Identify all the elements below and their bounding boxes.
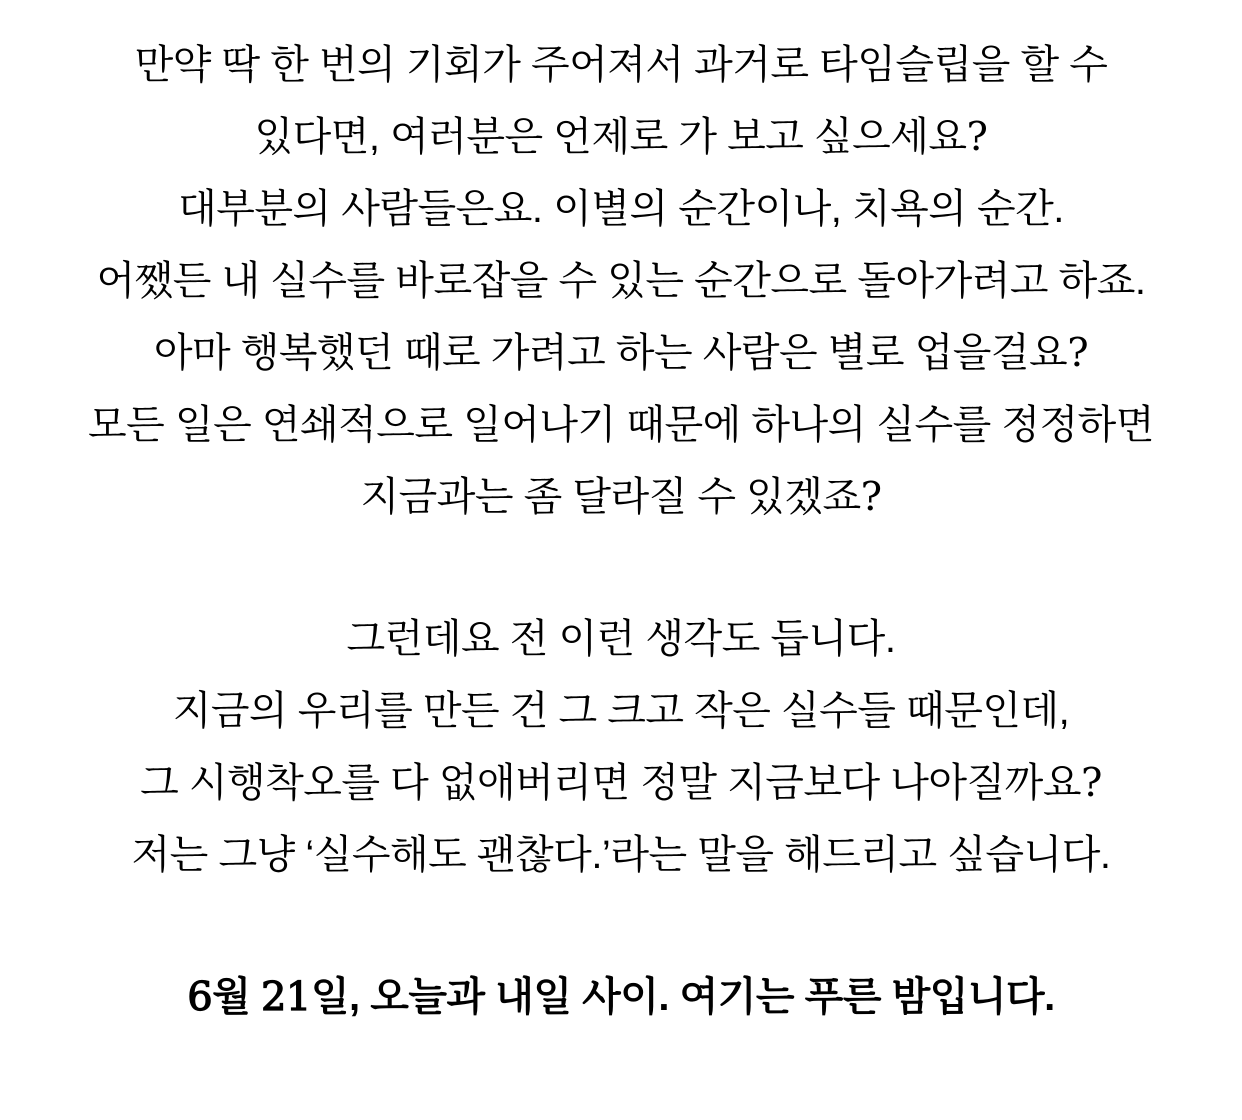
text-line: 지금의 우리를 만든 건 그 크고 작은 실수들 때문인데, — [172, 689, 1070, 733]
text-line: 아마 행복했던 때로 가려고 하는 사람은 별로 업을걸요? — [153, 331, 1089, 375]
text-line: 있다면, 여러분은 언제로 가 보고 싶으세요? — [254, 115, 988, 159]
text-line: 대부분의 사람들은요. 이별의 순간이나, 치욕의 순간. — [178, 187, 1064, 231]
paragraph-signoff — [0, 961, 1242, 1033]
text-line: 그 시행착오를 다 없애버리면 정말 지금보다 나아질까요? — [140, 761, 1102, 805]
text-line: 모든 일은 연쇄적으로 일어나기 때문에 하나의 실수를 정정하면 — [88, 403, 1154, 447]
paragraph-intro — [0, 29, 1242, 533]
text-line: 어쨌든 내 실수를 바로잡을 수 있는 순간으로 돌아가려고 하죠. — [96, 259, 1146, 303]
text-line: 만약 딱 한 번의 기회가 주어져서 과거로 타임슬립을 할 수 — [134, 43, 1108, 87]
signoff-line: 6월 21일, 오늘과 내일 사이. 여기는 푸른 밤입니다. — [187, 975, 1055, 1019]
text-line: 그런데요 전 이런 생각도 듭니다. — [346, 617, 896, 661]
paragraph-reflection — [0, 603, 1242, 891]
text-line: 지금과는 좀 달라질 수 있겠죠? — [360, 475, 882, 519]
text-line: 저는 그냥 ‘실수해도 괜찮다.’라는 말을 해드리고 싶습니다. — [131, 833, 1111, 877]
